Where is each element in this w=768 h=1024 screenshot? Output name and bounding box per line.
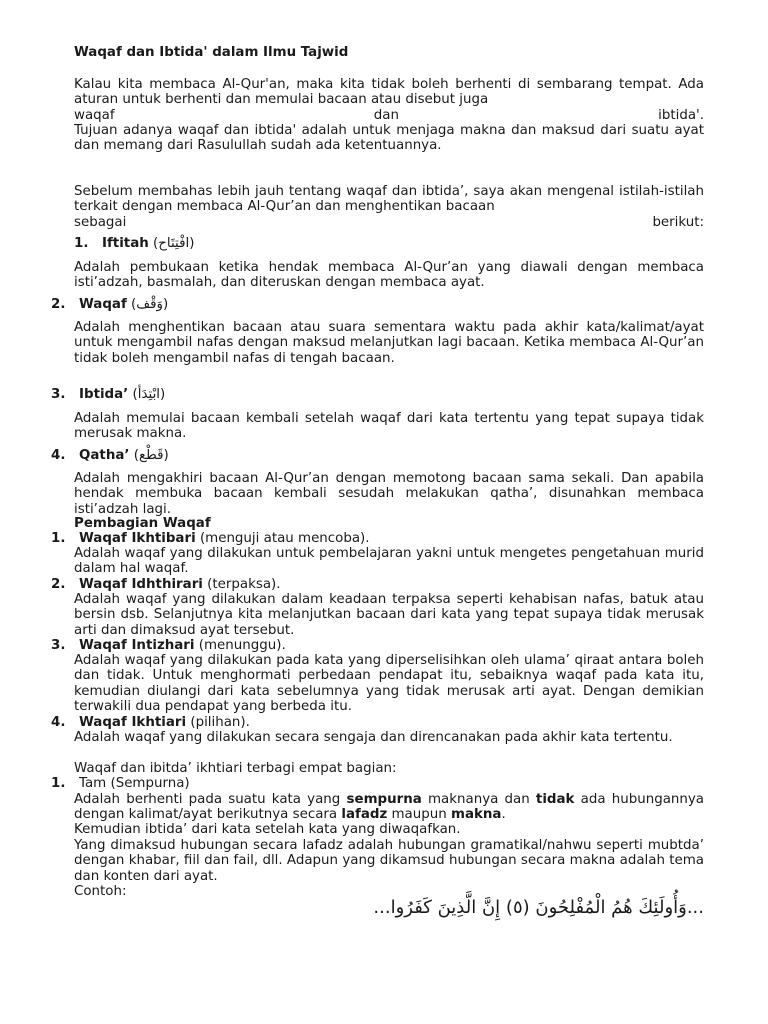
term-arabic: (افْتِتَاح): [153, 236, 195, 251]
term-name: Qatha’: [79, 448, 130, 463]
term-arabic: (وَقْف): [131, 297, 169, 312]
tam-explanation: Yang dimaksud hubungan secara lafadz adalah hubungan gramatikal/nahwu seperti mubtda’ dengan khabar, fiil dan fail, dll. Adapun yang dikamsud hubungan secara makna adalah tema dan konten dari ayat.: [74, 838, 704, 884]
term-number: 2.: [51, 297, 66, 312]
division-note: (menunggu).: [198, 638, 286, 653]
tam-definition: [74, 792, 704, 823]
term-ibtida-desc: Adalah memulai bacaan kembali setelah waqaf dari kata tertentu yang tepat supaya tidak merusak makna.: [74, 411, 704, 442]
division-heading-text: [79, 715, 250, 730]
division-number: 2.: [51, 577, 66, 592]
tam-text: maknanya dan: [428, 792, 530, 807]
term-arabic: (قَطْع): [133, 448, 169, 463]
tam-bold: makna: [451, 807, 502, 823]
term-waqaf-desc: Adalah menghentikan bacaan atau suara sementara waktu pada akhir kata/kalimat/ayat untuk mengambil nafas dengan maksud melanjutkan lagi bacaan. Ketika membaca Al-Qur’an tidak boleh mengambil nafas di tengah bacaan.: [74, 320, 704, 366]
term-name: Iftitah: [102, 236, 149, 251]
intro-word-waqaf: waqaf: [74, 108, 115, 123]
division-ikhtiari-desc: Adalah waqaf yang dilakukan secara sengaja dan direncanakan pada akhir kata tertentu.: [74, 730, 673, 745]
pre-word-berikut: berikut:: [652, 215, 704, 230]
pre-last-line: [74, 215, 704, 230]
division-name: Waqaf Idhthirari: [79, 577, 203, 592]
term-heading-text: [79, 448, 169, 463]
tam-text: Adalah berhenti pada suatu kata yang: [74, 792, 341, 807]
division-name: Waqaf Ikhtibari: [79, 531, 196, 546]
page-title: Waqaf dan Ibtida' dalam Ilmu Tajwid: [74, 45, 349, 60]
term-heading-text: [79, 387, 165, 402]
ikhtiari-intro: Waqaf dan ibitda’ ikhtiari terbagi empat bagian:: [74, 761, 397, 776]
tam-ibtida-note: Kemudian ibtida’ dari kata setelah kata yang diwaqafkan.: [74, 822, 461, 837]
tam-text: .: [501, 807, 506, 823]
division-number: 3.: [51, 638, 66, 653]
term-number: 3.: [51, 387, 66, 402]
division-note: (terpaksa).: [207, 577, 281, 592]
tam-bold: lafadz: [341, 807, 388, 823]
tam-text: ada hubungannya dengan kalimat/ayat berikutnya secara: [74, 792, 705, 823]
division-note: (pilihan).: [190, 715, 250, 730]
term-name: Waqaf: [79, 297, 127, 312]
term-qatha-desc: Adalah mengakhiri bacaan Al-Qur’an dengan memotong bacaan sama sekali. Dan apabila hendak membuka bacaan kembali sesudah melakukan qatha’, disunahkan membaca isti’adzah lagi.: [74, 471, 704, 517]
tam-example-label: Contoh:: [74, 884, 127, 899]
division-heading-text: [79, 638, 286, 653]
intro-word-dan: dan: [373, 108, 399, 123]
division-ikhtibari-desc: Adalah waqaf yang dilakukan untuk pembelajaran yakni untuk mengetes pengetahuan murid dalam hal waqaf.: [74, 546, 704, 577]
tam-name: Tam (Sempurna): [79, 776, 190, 791]
division-heading: Pembagian Waqaf: [74, 516, 211, 531]
intro-last-line: [74, 108, 704, 123]
division-idhthirari-desc: Adalah waqaf yang dilakukan dalam keadaan terpaksa seperti kehabisan nafas, batuk atau bersin dsb. Selanjutnya kita melanjutkan bacaan dari kata yang tepat supaya tidak merusak arti dan dimaksud ayat tersebut.: [74, 592, 704, 638]
term-name: Ibtida’: [79, 387, 129, 402]
term-iftitah-desc: Adalah pembukaan ketika hendak membaca Al-Qur’an yang diawali dengan membaca isti’adzah, basmalah, dan diteruskan dengan membaca ayat.: [74, 260, 704, 291]
tam-bold: sempurna: [346, 792, 422, 807]
pre-word-sebagai: sebagai: [74, 215, 127, 230]
term-heading-text: [79, 297, 168, 312]
tam-text: maupun: [391, 807, 447, 823]
term-arabic: (ابْتِدَأ): [132, 387, 166, 402]
division-heading-text: [79, 577, 281, 592]
intro-word-ibtida: ibtida'.: [658, 108, 704, 123]
intro-paragraph: [74, 77, 704, 108]
term-number: 1.: [74, 236, 89, 251]
division-name: Waqaf Intizhari: [79, 638, 195, 653]
pre-paragraph: Sebelum membahas lebih jauh tentang waqaf dan ibtida’, saya akan mengenal istilah-istilah terkait dengan membaca Al-Qur’an dan menghentikan bacaan: [74, 184, 704, 215]
term-number: 4.: [51, 448, 66, 463]
arabic-example: ...وَأُولَئِكَ هُمُ الْمُفْلِحُونَ (٥) إِنَّ الَّذِينَ كَفَرُوا...: [373, 897, 704, 918]
division-number: 1.: [51, 531, 66, 546]
intro-text: Kalau kita membaca Al-Qur'an, maka kita tidak boleh berhenti di sembarang tempat. Ada aturan untuk berhenti dan memulai bacaan atau disebut juga: [74, 77, 704, 108]
tam-bold: tidak: [535, 792, 575, 807]
division-intizhari-desc: Adalah waqaf yang dilakukan pada kata yang diperselisihkan oleh ulama’ qiraat antara boleh dan tidak. Untuk menghormati perbedaan pendapat itu, sebaiknya waqaf pada kata itu, kemudian diulangi dari kata sebelumnya yang tidak merusak arti ayat. Dengan demikian terwakili dua pendapat yang berbeda itu.: [74, 653, 704, 714]
division-name: Waqaf Ikhtiari: [79, 715, 187, 730]
division-note: (menguji atau mencoba).: [199, 531, 370, 546]
tam-number: 1.: [51, 776, 66, 791]
division-number: 4.: [51, 715, 66, 730]
intro-purpose: Tujuan adanya waqaf dan ibtida' adalah untuk menjaga makna dan maksud dari suatu ayat dan memang dari Rasulullah sudah ada ketentuannya.: [74, 123, 704, 154]
division-heading-text: [79, 531, 370, 546]
term-heading-text: [102, 236, 194, 251]
